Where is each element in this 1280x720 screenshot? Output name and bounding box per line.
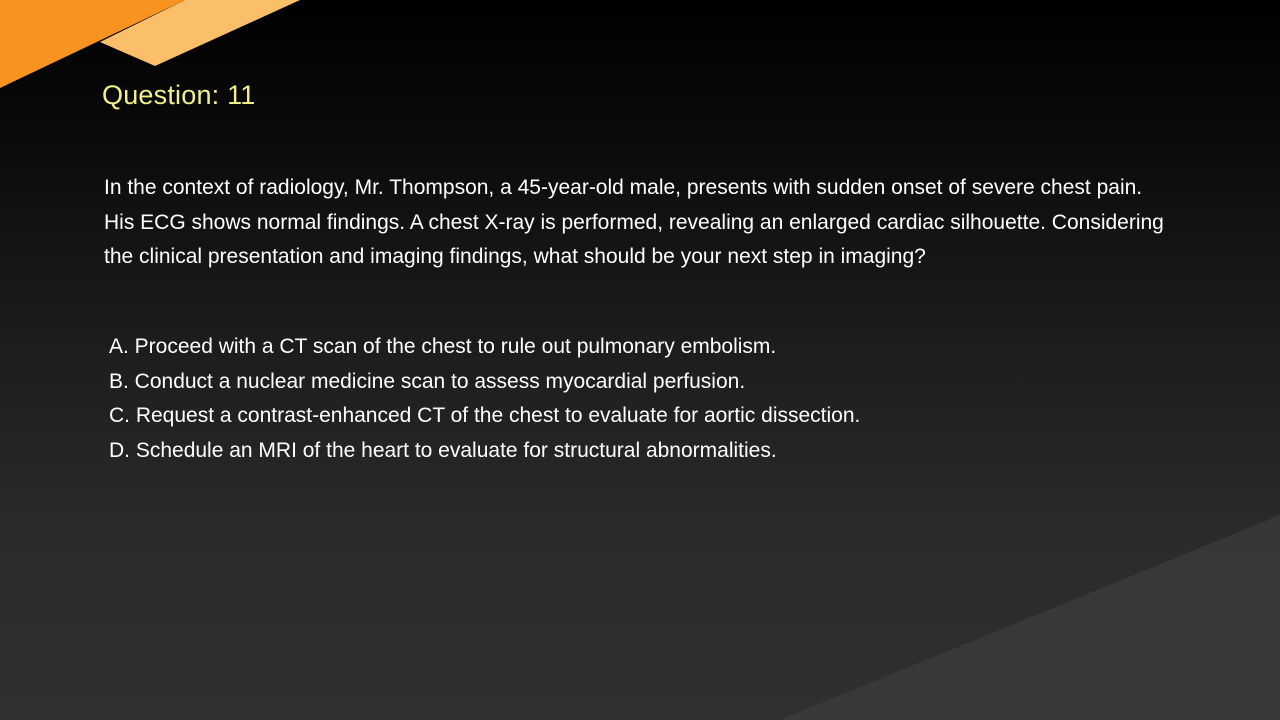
dark-gray-diagonal-band bbox=[780, 515, 1280, 720]
question-title: Question: 11 bbox=[102, 80, 256, 110]
option-a: A. Proceed with a CT scan of the chest to rule out pulmonary embolism. bbox=[109, 335, 777, 358]
answer-options bbox=[109, 330, 1109, 468]
option-d: D. Schedule an MRI of the heart to evaluate for structural abnormalities. bbox=[109, 438, 777, 462]
question-text: In the context of radiology, Mr. Thompson, a 45-year-old male, presents with sudden onset of severe chest pain. His ECG shows normal findings. A chest X-ray is performed, revealing an enlarged cardiac silhouette. Considering the clinical presentation and imaging findings, what should be your next step in imaging? bbox=[104, 176, 1164, 268]
option-b: B. Conduct a nuclear medicine scan to assess myocardial perfusion. bbox=[109, 369, 746, 393]
option-c: C. Request a contrast-enhanced CT of the chest to evaluate for aortic dissection. bbox=[109, 404, 861, 427]
